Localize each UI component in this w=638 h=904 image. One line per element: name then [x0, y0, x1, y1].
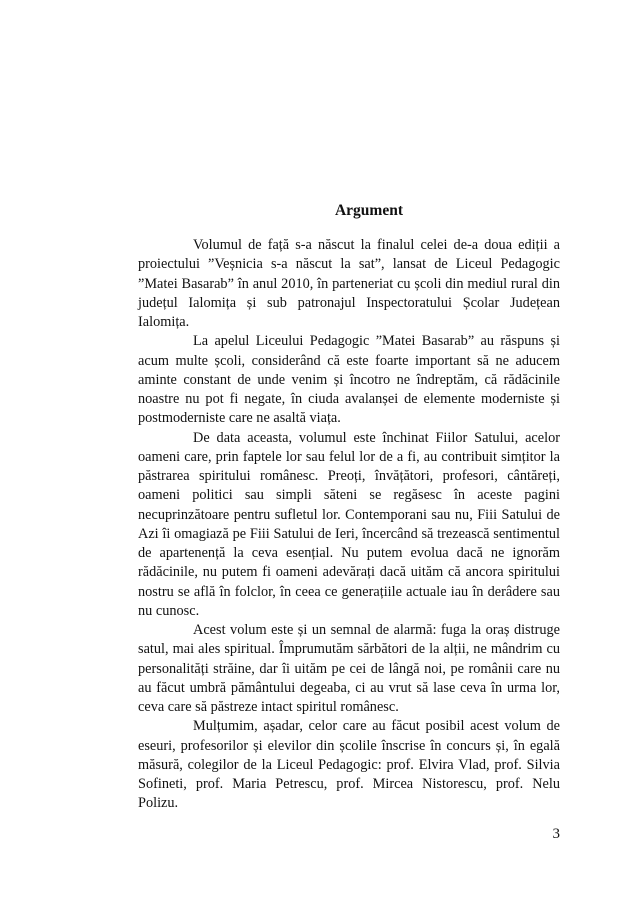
paragraph-4: Acest volum este și un semnal de alarmă: fuga la oraș distruge satul, mai ales spiritual. Împrumutăm sărbători de la alții, ne mândrim cu personalități străine, dar îi uităm pe cei de lângă noi, pe românii care nu au făcut umbră pământului degeaba, ci au vrut să lase ceva în urma lor, ceva care să păstreze intact spiritul românesc.	[138, 622, 560, 715]
body-text	[138, 236, 560, 814]
paragraph-1: Volumul de față s-a născut la finalul celei de-a doua ediții a proiectului ”Veșnicia s-a născut la sat”, lansat de Liceul Pedagogic ”Matei Basarab” în anul 2010, în parteneriat cu școli din mediul rural din județul Ialomița și sub patronajul Inspectoratului Școlar Județean Ialomița.	[138, 237, 560, 330]
paragraph-3: De data aceasta, volumul este închinat Fiilor Satului, acelor oameni care, prin faptele lor sau felul lor de a fi, au contribuit simțitor la păstrarea spiritului românesc. Preoți, învățători, profesori, cântăreți, oameni politici sau simpli săteni se regăsesc în aceste pagini necuprinzătoare pentru sufletul lor. Contemporani sau nu, Fiii Satului de Azi îi omagiază pe Fiii Satului de Ieri, încercând să trezească sentimentul de apartenență la ceva esențial. Nu putem evolua dacă ne ignorăm rădăcinile, nu putem fi oameni adevărați dacă uităm că ancora spiritului nostru se află în folclor, în ceea ce generațiile actuale iau în derâdere sau nu cunosc.	[138, 429, 560, 619]
page-title: Argument	[334, 202, 404, 219]
paragraph-5: Mulțumim, așadar, celor care au făcut posibil acest volum de eseuri, profesorilor și elevilor din școlile înscrise în concurs și, în egală măsură, colegilor de la Liceul Pedagogic: prof. Elvira Vlad, prof. Silvia Sofineti, prof. Maria Petrescu, prof. Mircea Nistorescu, prof. Nelu Polizu.	[138, 718, 560, 812]
page-number: 3	[552, 826, 560, 842]
paragraph-2: La apelul Liceului Pedagogic ”Matei Basarab” au răspuns și acum multe școli, considerând că este foarte important să ne aducem aminte constant de unde venim și încotro ne îndreptăm, că rădăcinile noastre nu pot fi negate, în ciuda avalanșei de elemente moderniste și postmoderniste care ne asaltă viața.	[138, 333, 560, 427]
